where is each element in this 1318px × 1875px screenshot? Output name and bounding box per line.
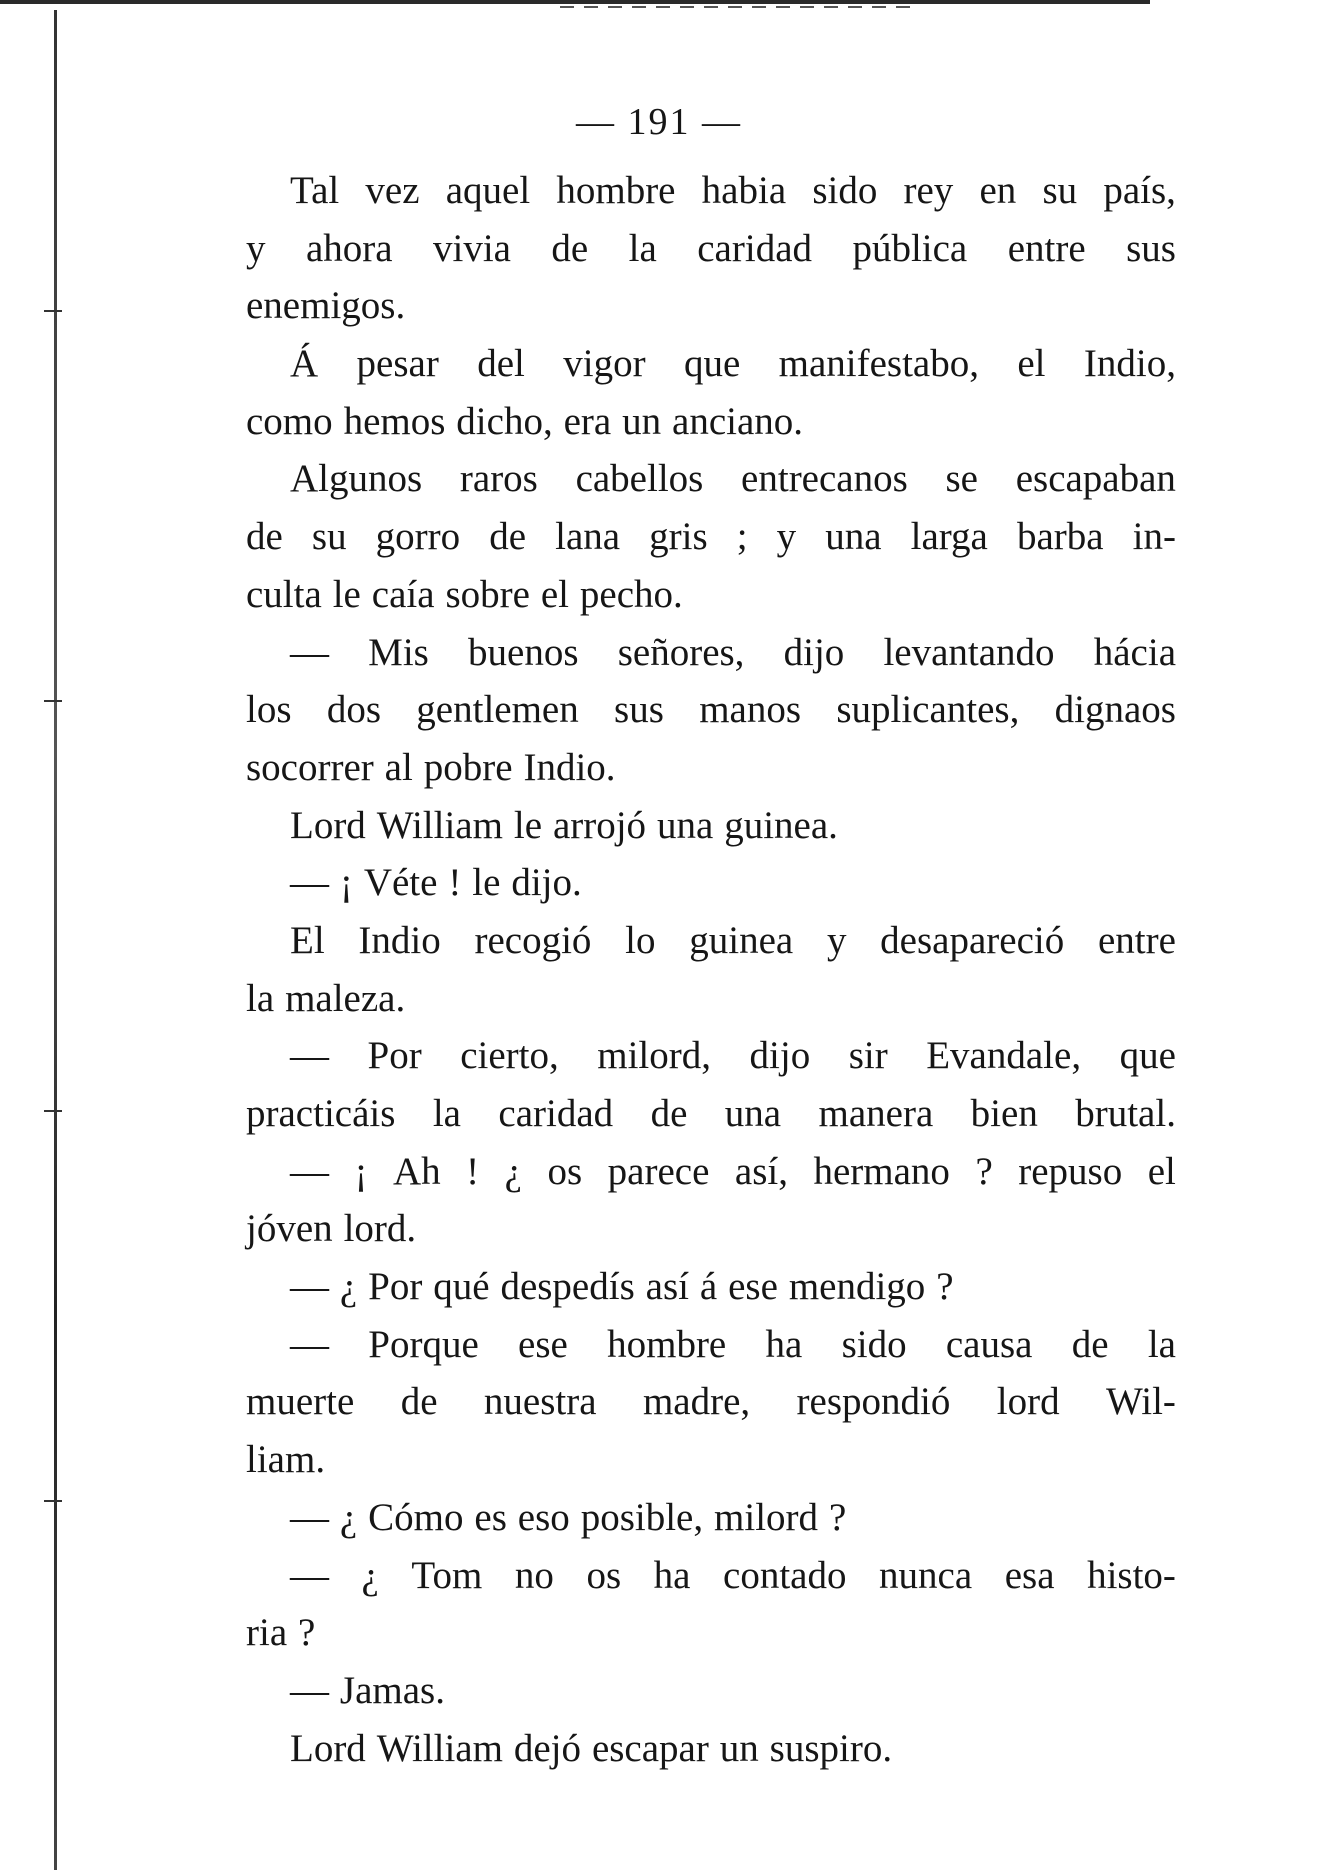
body-text — [246, 162, 1176, 1777]
word: ? — [936, 1265, 954, 1309]
word: pobre — [423, 745, 513, 789]
word: de — [551, 226, 589, 270]
word: madre, — [642, 1380, 751, 1424]
word: que — [683, 342, 741, 386]
top-rule — [0, 0, 1150, 4]
word: sus — [1126, 226, 1176, 270]
word: nuestra — [483, 1380, 597, 1424]
word: contado — [723, 1553, 847, 1597]
word: os — [586, 1553, 622, 1597]
word: — — [290, 1149, 329, 1193]
word: entre — [1007, 226, 1086, 270]
word: ha — [653, 1553, 691, 1597]
word: anciano. — [672, 399, 804, 443]
word: y — [776, 515, 797, 559]
word: William — [376, 803, 503, 847]
word: un — [719, 1726, 759, 1770]
word: los — [246, 688, 292, 732]
word: vigor — [563, 342, 646, 386]
word: cabellos — [575, 457, 704, 501]
word: — — [290, 630, 329, 674]
word: guinea. — [724, 803, 838, 847]
word: hácia — [1093, 630, 1176, 674]
text-line — [246, 970, 1176, 1028]
word: buenos — [468, 630, 579, 674]
word: ? — [828, 1495, 847, 1539]
word: socorrer — [246, 745, 374, 789]
word: una — [724, 1092, 782, 1135]
word: escapaban — [1015, 457, 1176, 501]
word: de — [650, 1092, 688, 1135]
word: así — [645, 1265, 689, 1309]
word: su — [311, 515, 347, 559]
word: Evandale, — [926, 1034, 1082, 1078]
text-line — [246, 1258, 1176, 1316]
word: se — [945, 457, 978, 501]
word: muerte — [246, 1380, 355, 1424]
word: hombre — [556, 169, 676, 212]
text-line — [246, 1431, 1176, 1489]
text-line — [246, 1200, 1176, 1258]
text-line — [246, 1489, 1176, 1547]
word: levantando — [883, 630, 1055, 674]
word: milord — [714, 1495, 819, 1539]
word: Por — [368, 1265, 423, 1309]
word: manos — [699, 688, 802, 732]
word: Wil- — [1106, 1380, 1176, 1424]
word: qué — [433, 1265, 490, 1309]
text-line — [246, 1662, 1176, 1720]
word: Mis — [368, 630, 429, 674]
word: os — [547, 1149, 583, 1193]
binding-edge-mark — [44, 310, 62, 312]
text-line — [246, 335, 1176, 393]
word: ¿ — [339, 1265, 358, 1309]
word: entrecanos — [741, 457, 908, 501]
word: ? — [298, 1611, 316, 1655]
word: ria — [246, 1611, 288, 1655]
text-line — [246, 797, 1176, 855]
word: es — [474, 1495, 507, 1539]
binding-edge-mark — [44, 700, 62, 702]
word: ese — [728, 1265, 778, 1309]
word: — — [290, 1265, 329, 1309]
word: sir — [848, 1034, 888, 1078]
word: histo- — [1087, 1553, 1176, 1597]
word: parece — [607, 1149, 710, 1193]
word: que — [1119, 1034, 1176, 1078]
word: gris — [649, 515, 708, 559]
word: al — [384, 745, 413, 789]
word: Tal — [290, 169, 340, 212]
word: y — [826, 918, 847, 962]
word: causa — [945, 1322, 1033, 1366]
binding-edge — [54, 10, 57, 1870]
text-line — [246, 277, 1176, 335]
word: del — [477, 342, 525, 386]
word: manifestabo, — [778, 342, 979, 386]
word: — — [290, 1322, 329, 1366]
text-line — [246, 1720, 1176, 1778]
word: ¿ — [504, 1149, 522, 1193]
word: hemos — [343, 399, 446, 443]
word: milord, — [597, 1034, 712, 1078]
text-line — [246, 450, 1176, 508]
word: lana — [555, 515, 621, 559]
word: lo — [625, 918, 656, 962]
word: larga — [910, 515, 988, 559]
word: le — [332, 572, 361, 616]
text-line — [246, 1604, 1176, 1662]
word: ese — [518, 1322, 568, 1366]
word: desapareció — [880, 918, 1065, 962]
word: ¡ — [354, 1149, 368, 1193]
text-line — [246, 1373, 1176, 1431]
word: le — [513, 803, 543, 847]
text-line — [246, 681, 1176, 739]
word: Ah — [393, 1149, 441, 1193]
word: — — [290, 1495, 329, 1539]
word: — — [290, 1034, 329, 1078]
word: lord — [996, 1380, 1060, 1424]
word: caía — [371, 572, 435, 616]
word: caridad — [697, 226, 813, 270]
text-line — [246, 220, 1176, 278]
word: pública — [852, 226, 968, 270]
word: Porque — [368, 1322, 479, 1366]
word: gorro — [375, 515, 461, 559]
word: culta — [246, 572, 322, 616]
text-line — [246, 162, 1176, 220]
word: así, — [734, 1149, 788, 1193]
word: recogió — [474, 918, 592, 962]
word: ahora — [305, 226, 393, 270]
word: gentlemen — [416, 688, 579, 732]
word: de — [246, 515, 283, 559]
word: ¡ — [339, 861, 353, 905]
word: ¿ — [361, 1553, 379, 1597]
word: vez — [365, 169, 420, 212]
text-line — [246, 566, 1176, 624]
word: in- — [1132, 515, 1176, 559]
word: Indio — [358, 918, 441, 962]
word: Jamas. — [339, 1668, 445, 1712]
word: Lord — [290, 1726, 366, 1770]
word: Cómo — [368, 1495, 464, 1539]
word: país, — [1103, 169, 1176, 212]
word: ! — [448, 861, 462, 905]
word: liam. — [246, 1438, 326, 1482]
word: la — [246, 976, 275, 1020]
word: Indio. — [523, 745, 616, 789]
word: dicho, — [456, 399, 553, 443]
word: de — [1071, 1322, 1109, 1366]
word: dejó — [513, 1726, 582, 1770]
word: una — [656, 803, 714, 847]
word: pesar — [356, 342, 439, 386]
word: hermano — [813, 1149, 950, 1193]
word: dijo — [749, 1034, 811, 1078]
word: jóven — [246, 1207, 333, 1251]
word: el — [1147, 1149, 1176, 1193]
word: dos — [326, 688, 381, 732]
word: despedís — [500, 1265, 635, 1309]
word: guinea — [689, 918, 794, 962]
word: William — [376, 1726, 503, 1770]
word: dignaos — [1054, 688, 1176, 732]
text-line — [246, 912, 1176, 970]
word: — — [290, 1553, 329, 1597]
text-line — [246, 739, 1176, 797]
word: le — [472, 861, 501, 905]
word: suspiro. — [769, 1726, 893, 1770]
text-line — [246, 624, 1176, 682]
word: eso — [517, 1495, 570, 1539]
word: arrojó — [552, 803, 647, 847]
word: nunca — [879, 1553, 973, 1597]
word: no — [514, 1553, 554, 1597]
top-rule-ornament — [560, 6, 920, 8]
word: bien — [970, 1092, 1038, 1135]
word: El — [290, 918, 325, 962]
word: dijo — [783, 630, 845, 674]
word: como — [246, 399, 333, 443]
word: de — [400, 1380, 438, 1424]
word: vivia — [432, 226, 511, 270]
word: de — [489, 515, 527, 559]
word: la — [1147, 1322, 1176, 1366]
word: lord. — [343, 1207, 417, 1251]
word: una — [825, 515, 882, 559]
word: Á — [290, 342, 319, 386]
word: escapar — [591, 1726, 709, 1770]
binding-edge-mark — [44, 1110, 62, 1112]
word: y — [246, 226, 266, 270]
word: — — [290, 1668, 329, 1712]
word: repuso — [1018, 1149, 1123, 1193]
word: caridad — [498, 1092, 614, 1135]
text-line — [246, 1143, 1176, 1201]
word: ; — [736, 515, 748, 559]
word: ? — [975, 1149, 993, 1193]
text-line — [246, 1547, 1176, 1605]
word: mendigo — [788, 1265, 926, 1309]
word: Tom — [411, 1553, 483, 1597]
text-line — [246, 854, 1176, 912]
word: barba — [1016, 515, 1104, 559]
word: posible, — [580, 1495, 704, 1539]
word: respondió — [796, 1380, 951, 1424]
binding-edge-mark — [44, 1500, 62, 1502]
word: entre — [1097, 918, 1176, 962]
word: dijo. — [511, 861, 582, 905]
word: en — [979, 169, 1017, 212]
word: la — [628, 226, 657, 270]
word: hombre — [607, 1322, 727, 1366]
word: Algunos — [290, 457, 423, 501]
word: cierto, — [460, 1034, 559, 1078]
word: sido — [841, 1322, 907, 1366]
word: habia — [701, 169, 787, 212]
text-line — [246, 1316, 1176, 1374]
text-line — [246, 1027, 1176, 1085]
word: sido — [812, 169, 878, 212]
word: ¿ — [339, 1495, 358, 1539]
word: suplicantes, — [836, 688, 1020, 732]
word: pecho. — [579, 572, 683, 616]
text-line — [246, 393, 1176, 451]
word: el — [540, 572, 569, 616]
page-number: — 191 — — [576, 101, 742, 143]
word: aquel — [445, 169, 531, 212]
word: á — [699, 1265, 718, 1309]
word: enemigos. — [246, 284, 406, 328]
word: raros — [459, 457, 538, 501]
word: señores, — [617, 630, 745, 674]
word: ! — [466, 1149, 480, 1193]
word: Indio, — [1083, 342, 1176, 386]
word: sobre — [445, 572, 530, 616]
word: Por — [367, 1034, 422, 1078]
word: ha — [765, 1322, 803, 1366]
word: practicáis — [246, 1092, 396, 1135]
word: esa — [1004, 1553, 1055, 1597]
word: era — [563, 399, 612, 443]
word: un — [622, 399, 662, 443]
word: Véte — [363, 861, 438, 905]
text-line — [246, 1085, 1176, 1143]
word: brutal. — [1075, 1092, 1176, 1135]
word: rey — [903, 169, 954, 212]
word: manera — [818, 1092, 934, 1135]
word: la — [432, 1092, 461, 1135]
word: Lord — [290, 803, 366, 847]
text-line — [246, 508, 1176, 566]
word: — — [290, 861, 329, 905]
word: maleza. — [285, 976, 406, 1020]
word: su — [1042, 169, 1078, 212]
word: el — [1017, 342, 1046, 386]
word: sus — [614, 688, 664, 732]
